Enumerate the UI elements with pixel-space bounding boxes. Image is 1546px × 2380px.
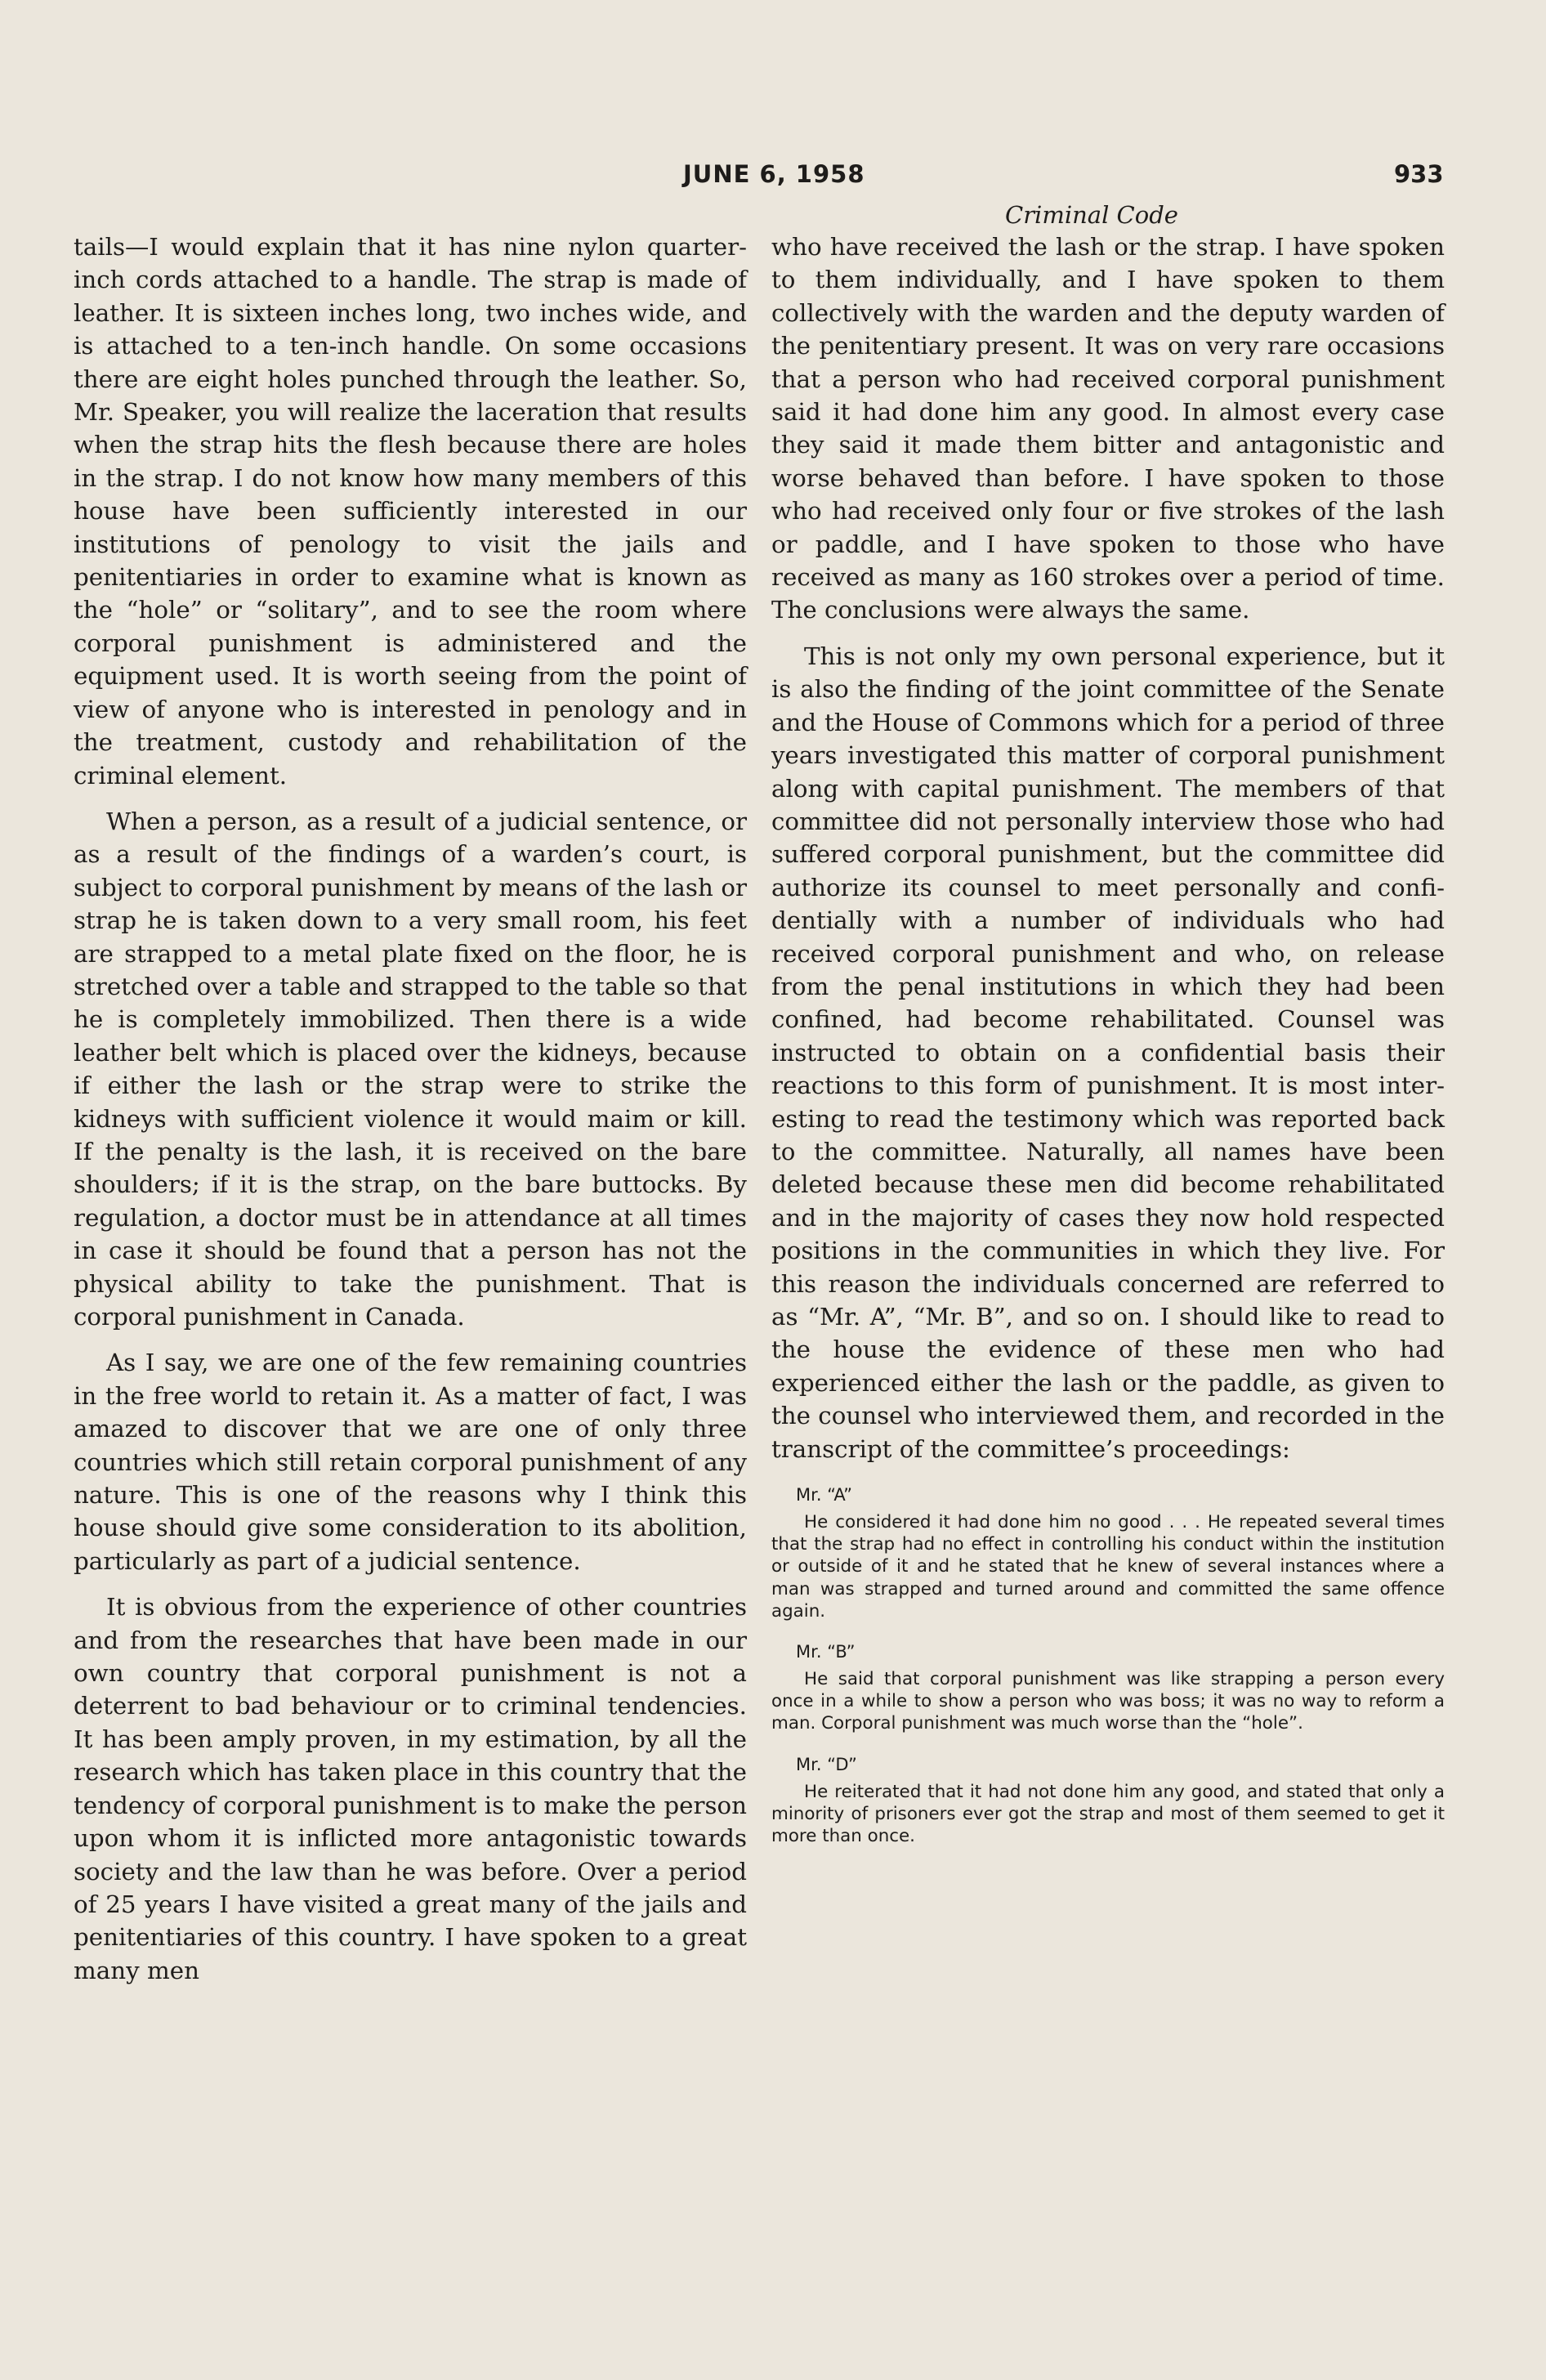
quote-text: He considered it had done him no good . . . He repeated several times that the strap had no effect in controlling his conduct within the institution or outside of it and he stated that he knew of several instances where a man was strapped and turned around and committed the same offence again.	[771, 1512, 1445, 1622]
paragraph: who have received the lash or the strap. I have spoken to them individually, and I have spoken to them collectively with the warden and the deputy warden of the penitentiary present. It was on very rare occasions that a person who had received corporal punishment said it had done him any good. In almost every case they said it made them bitter and antagonistic and worse behaved than before. I have spoken to those who had received only four or five strokes of the lash or paddle, and I have spoken to those who have received as many as 160 strokes over a period of time. The conclusions were always the same.	[771, 233, 1445, 624]
running-head: Criminal Code	[1005, 201, 1178, 229]
right-column	[771, 230, 1445, 1847]
page-number: 933	[1394, 160, 1444, 188]
paragraph: As I say, we are one of the few remaining countries in the free world to retain it. As a matter of fact, I was amazed to discover that we are one of only three countries which still retain corporal punishment of any nature. This is one of the reasons why I think this house should give some consideration to its abolition, particularly as part of a judicial sentence.	[74, 1349, 747, 1575]
left-column	[74, 230, 747, 1987]
quote-label: Mr. “D”	[796, 1754, 857, 1774]
paragraph: This is not only my own personal experience, but it is also the finding of the joint committee of the Senate and the House of Commons which for a period of three years investigated this matter of corporal punishment along with capital punishment. The members of that committee did not personally interview those who had suffered corporal punishment, but the committee did authorize its counsel to meet personally and confidentially with a number of individuals who had received corporal punishment and who, on release from the penal institutions in which they had been confined, had become rehabilitated. Counsel was instructed to obtain on a confidential basis their reactions to this form of punishment. It is most interesting to read the testimony which was reported back to the committee. Naturally, all names have been deleted because these men did become rehabilitated and in the majority of cases they now hold respected positions in the communities in which they live. For this reason the individuals concerned are referred to as “Mr. A”, “Mr. B”, and so on. I should like to read to the house the evidence of these men who had experienced either the lash or the paddle, as given to the counsel who interviewed them, and recorded in the transcript of the committee’s proceedings:	[771, 642, 1445, 1463]
page-header	[0, 160, 1546, 193]
quote-label: Mr. “A”	[796, 1485, 852, 1505]
quote-text: He reiterated that it had not done him any good, and stated that only a minority of prisoners ever got the strap and most of them seemed to get it more than once.	[771, 1781, 1445, 1847]
quote-text: He said that corporal punishment was like strapping a person every once in a while to show a person who was boss; it was no way to reform a man. Corporal punishment was much worse than the “hole”.	[771, 1669, 1445, 1734]
quote-label: Mr. “B”	[796, 1642, 856, 1662]
paragraph: It is obvious from the experience of other countries and from the researches that have been made in our own country that corporal punishment is not a deterrent to bad behaviour or to criminal tendencies. It has been amply proven, in my estimation, by all the research which has taken place in this country that the tendency of corporal punishment is to make the person upon whom it is inflicted more antagonistic towards society and the law than he was before. Over a period of 25 years I have visited a great many of the jails and penitentiaries of this country. I have spoken to a great many men	[74, 1593, 747, 1984]
paragraph: tails—I would explain that it has nine nylon quarter-inch cords attached to a handle. The strap is made of leather. It is sixteen inches long, two inches wide, and is attached to a ten-inch handle. On some occasions there are eight holes punched through the leather. So, Mr. Speaker, you will realize the laceration that results when the strap hits the flesh because there are holes in the strap. I do not know how many members of this house have been sufficiently interested in our institutions of penology to visit the jails and penitentiaries in order to examine what is known as the “hole” or “solitary”, and to see the room where corporal punishment is administered and the equipment used. It is worth seeing from the point of view of anyone who is interested in penology and in the treatment, custody and rehabilitation of the criminal element.	[74, 233, 747, 790]
header-date: JUNE 6, 1958	[683, 160, 865, 188]
paragraph: When a person, as a result of a judicial sentence, or as a result of the findings of a warden’s court, is subject to corporal punishment by means of the lash or strap he is taken down to a very small room, his feet are strapped to a metal plate fixed on the floor, he is stretched over a table and strapped to the table so that he is completely immobilized. Then there is a wide leather belt which is placed over the kidneys, because if either the lash or the strap were to strike the kidneys with sufficient violence it would maim or kill. If the penalty is the lash, it is received on the bare shoulders; if it is the strap, on the bare buttocks. By regulation, a doctor must be in attendance at all times in case it should be found that a person has not the physical ability to take the punishment. That is corporal punishment in Canada.	[74, 807, 747, 1331]
